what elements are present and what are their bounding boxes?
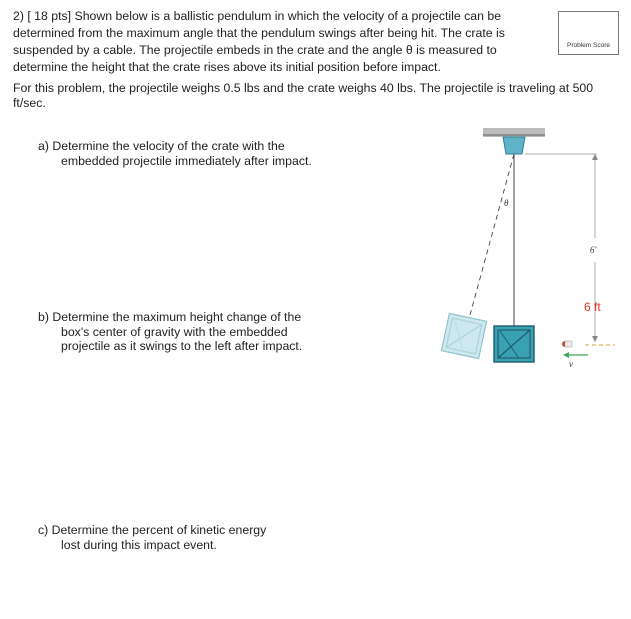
part-a-rest: embedded projectile immediately after impact. [61,153,312,168]
given-line: ft/sec. [13,96,46,110]
swung-cable [470,154,514,315]
given-line: For this problem, the projectile weighs 0.5 lbs and the crate weighs 40 lbs. The projectile is traveling at 500 [13,81,594,95]
dimension-arrowhead [592,336,598,342]
problem-score-box[interactable] [558,11,619,55]
ceiling-edge [483,134,545,136]
part-b-question [38,310,338,354]
velocity-arrowhead [563,352,569,358]
problem-score-label: Problem Score [567,42,610,49]
part-b-rest: box's center of gravity with the embedded [61,324,288,339]
part-c-lead: c) Determine the percent of kinetic energy [38,523,267,537]
given-data [13,81,613,111]
velocity-label: v [569,359,573,369]
part-c-rest: lost during this impact event. [61,537,217,552]
part-c-question [38,523,338,552]
ballistic-pendulum-figure [425,120,625,380]
intro-line: determine the height that the crate rises above its initial position before impact. [13,60,441,74]
dimension-arrowhead [592,154,598,160]
pivot-bracket [503,137,525,154]
problem-statement [13,8,533,76]
part-b-lead: b) Determine the maximum height change of the [38,310,302,324]
length-label: 6′ [590,245,597,255]
intro-line: suspended by a cable. The projectile embeds in the crate and the angle θ is measured to [13,43,497,57]
theta-label: θ [504,198,509,208]
length-annotation: 6 ft [584,300,601,314]
part-a-question [38,139,338,168]
projectile [562,341,572,347]
crate [494,326,534,362]
intro-line: 2) [ 18 pts] Shown below is a ballistic pendulum in which the velocity of a projectile can be [13,9,502,23]
swung-crate [441,313,486,358]
part-b-rest: projectile as it swings to the left after impact. [61,339,303,353]
part-a-lead: a) Determine the velocity of the crate with the [38,139,285,153]
intro-line: determined from the maximum angle that the pendulum swings after being hit. The crate is [13,26,505,40]
